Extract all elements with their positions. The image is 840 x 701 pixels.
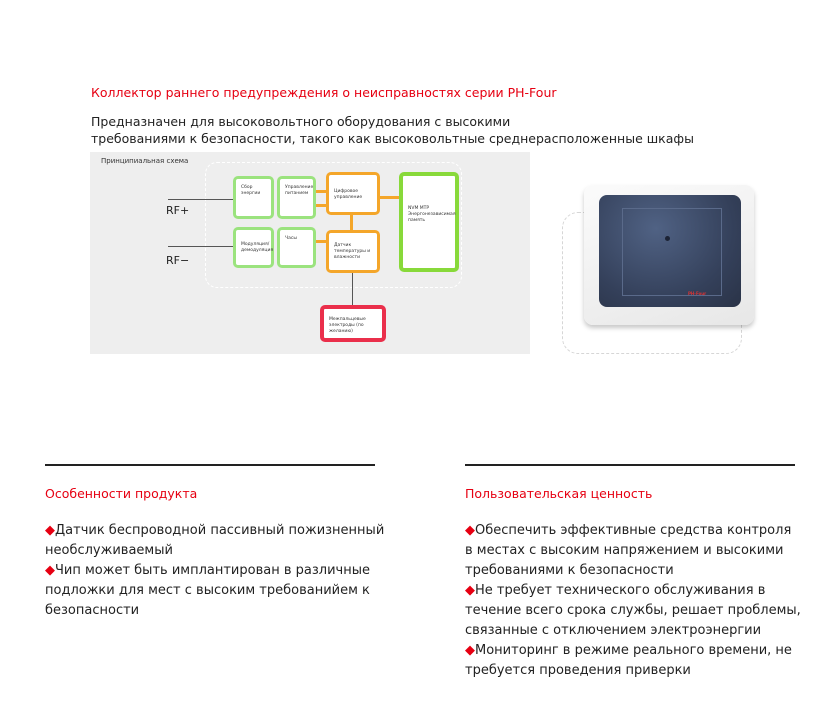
list-item: ◆Чип может быть имплантирован в различные [45,563,370,578]
device-sensor-dot [665,236,670,241]
list-item-continuation: безопасности [45,603,140,618]
connector-sensor-electrodes [352,272,353,306]
block-clock: Часы [277,227,316,268]
connector-digital-sensor [350,214,353,230]
page-title: Коллектор раннего предупреждения о неисправностях серии PH-Four [91,85,557,100]
list-item-continuation: требуется проведения приверки [465,663,691,678]
diamond-icon: ◆ [45,563,55,578]
list-item-continuation: в местах с высоким напряжением и высокими [465,543,784,558]
device-logo: PH-Four [688,291,707,296]
list-item: ◆Мониторинг в режиме реального времени, не [465,643,792,658]
block-temp-humidity-sensor: Датчик температуры и влажности [326,230,380,273]
list-item-continuation: течение всего срока службы, решает проблемы, [465,603,801,618]
rf-minus-label: RF− [166,254,190,267]
features-list [45,521,384,621]
value-title: Пользовательская ценность [465,486,653,501]
list-item: ◆Датчик беспроводной пассивный пожизненный [45,523,385,538]
page-subtitle [91,113,694,147]
rf-plus-label: RF+ [166,204,190,217]
features-title: Особенности продукта [45,486,198,501]
subtitle-line-1: Предназначен для высоковольтного оборудования с высокими [91,114,511,129]
diamond-icon: ◆ [465,523,475,538]
block-nvm-memory: NVM MTP Энергонезависимая память [399,172,459,272]
diamond-icon: ◆ [465,643,475,658]
list-item: ◆Не требует технического обслуживания в [465,583,766,598]
rf-minus-wire [168,246,234,247]
block-power-management: Управление питанием [277,176,316,219]
list-item-continuation: связанные с отключением электроэнергии [465,623,762,638]
list-item-continuation: подложки для мест с высоким требованийем к [45,583,370,598]
subtitle-line-2: требованиями к безопасности, такого как высоковольтные среднерасположенные шкафы [91,131,694,146]
device-sensor-square [622,208,722,296]
block-energy-harvest: Сбор энергии [233,176,274,219]
rf-plus-wire [168,199,234,200]
block-modulation: Модуляция/ демодуляция [233,227,274,268]
block-electrodes: Межпальцевые электроды (по желанию) [320,305,386,342]
diamond-icon: ◆ [45,523,55,538]
value-divider [465,464,795,466]
features-divider [45,464,375,466]
list-item-continuation: необслуживаемый [45,543,173,558]
value-list [465,521,801,681]
diamond-icon: ◆ [465,583,475,598]
connector-digital-memory [378,196,400,199]
schematic-title: Принципиальная схема [101,157,189,165]
block-digital-control: Цифровое управление [326,172,380,215]
list-item: ◆Обеспечить эффективные средства контроля [465,523,792,538]
list-item-continuation: требованиями к безопасности [465,563,674,578]
